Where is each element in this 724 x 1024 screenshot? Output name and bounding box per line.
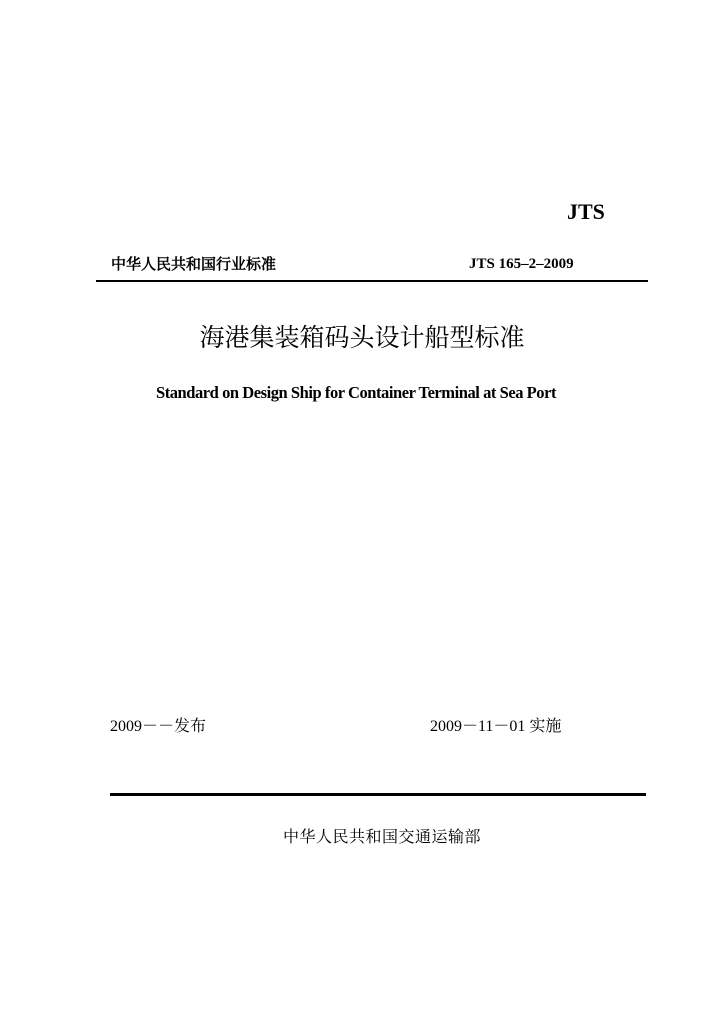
implementation-date: 2009－11－01 实施: [430, 718, 562, 735]
industry-standard-label: 中华人民共和国行业标准: [111, 255, 277, 273]
issue-date: 2009－－发布: [110, 718, 207, 735]
standard-code: JTS 165–2–2009: [469, 256, 574, 272]
footer-divider: [110, 793, 646, 796]
publisher: 中华人民共和国交通运输部: [282, 827, 481, 846]
series-mark: JTS: [567, 199, 605, 224]
document-title-english: Standard on Design Ship for Container Terminal at Sea Port: [155, 383, 557, 402]
document-title-chinese: 海港集装箱码头设计船型标准: [199, 323, 525, 352]
header-divider: [96, 280, 648, 282]
